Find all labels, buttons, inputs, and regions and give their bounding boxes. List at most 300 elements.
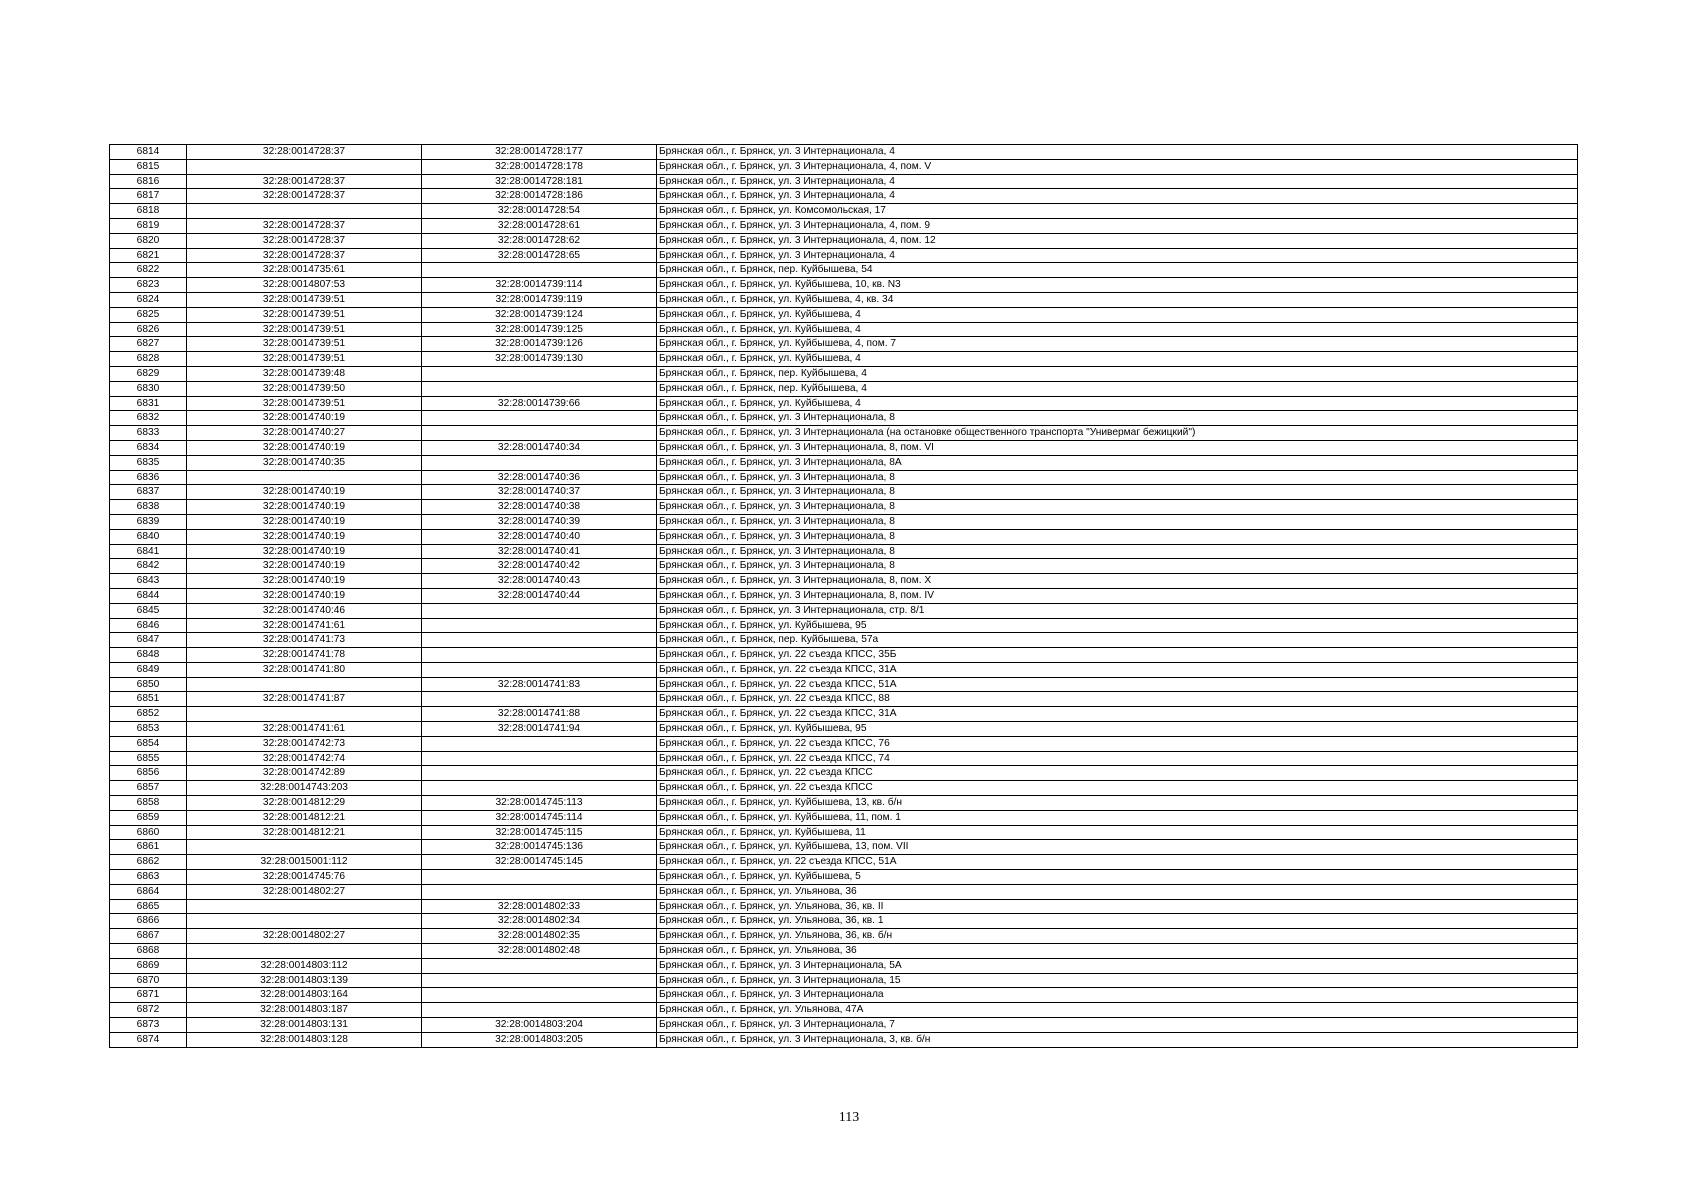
land-cadastral-number-cell: 32:28:0014740:19: [187, 411, 422, 426]
row-number-cell: 6859: [110, 810, 187, 825]
land-cadastral-number-cell: [187, 677, 422, 692]
address-cell: Брянская обл., г. Брянск, ул. 22 съезда КПСС, 35Б: [657, 648, 1578, 663]
table-row: [110, 174, 1578, 189]
object-cadastral-number-cell: 32:28:0014739:130: [422, 352, 657, 367]
table-row: [110, 722, 1578, 737]
registry-table: [109, 144, 1578, 1048]
row-number-cell: 6860: [110, 825, 187, 840]
table-row: [110, 574, 1578, 589]
address-cell: Брянская обл., г. Брянск, ул. 3 Интернационала, 8: [657, 529, 1578, 544]
address-cell: Брянская обл., г. Брянск, ул. 3 Интернационала, 3, кв. б/н: [657, 1032, 1578, 1047]
table-row: [110, 633, 1578, 648]
object-cadastral-number-cell: 32:28:0014728:186: [422, 189, 657, 204]
row-number-cell: 6826: [110, 322, 187, 337]
object-cadastral-number-cell: [422, 618, 657, 633]
row-number-cell: 6822: [110, 263, 187, 278]
object-cadastral-number-cell: 32:28:0014741:94: [422, 722, 657, 737]
row-number-cell: 6862: [110, 855, 187, 870]
address-cell: Брянская обл., г. Брянск, ул. 3 Интернационала, 8: [657, 485, 1578, 500]
object-cadastral-number-cell: 32:28:0014728:178: [422, 159, 657, 174]
land-cadastral-number-cell: 32:28:0014740:19: [187, 500, 422, 515]
row-number-cell: 6858: [110, 796, 187, 811]
object-cadastral-number-cell: [422, 426, 657, 441]
land-cadastral-number-cell: 32:28:0014728:37: [187, 189, 422, 204]
object-cadastral-number-cell: [422, 648, 657, 663]
object-cadastral-number-cell: 32:28:0014803:205: [422, 1032, 657, 1047]
address-cell: Брянская обл., г. Брянск, ул. Куйбышева, 4, пом. 7: [657, 337, 1578, 352]
row-number-cell: 6850: [110, 677, 187, 692]
address-cell: Брянская обл., г. Брянск, ул. 22 съезда КПСС, 51А: [657, 677, 1578, 692]
address-cell: Брянская обл., г. Брянск, пер. Куйбышева, 4: [657, 366, 1578, 381]
land-cadastral-number-cell: 32:28:0014728:37: [187, 174, 422, 189]
address-cell: Брянская обл., г. Брянск, ул. 22 съезда КПСС: [657, 781, 1578, 796]
object-cadastral-number-cell: [422, 988, 657, 1003]
table-row: [110, 603, 1578, 618]
table-row: [110, 677, 1578, 692]
address-cell: Брянская обл., г. Брянск, ул. 3 Интернационала, 4, пом. V: [657, 159, 1578, 174]
object-cadastral-number-cell: [422, 781, 657, 796]
table-row: [110, 692, 1578, 707]
table-row: [110, 929, 1578, 944]
row-number-cell: 6831: [110, 396, 187, 411]
address-cell: Брянская обл., г. Брянск, ул. 3 Интернационала, 8А: [657, 455, 1578, 470]
land-cadastral-number-cell: 32:28:0014807:53: [187, 278, 422, 293]
page-number: 113: [838, 1110, 860, 1125]
table-row: [110, 559, 1578, 574]
land-cadastral-number-cell: [187, 470, 422, 485]
land-cadastral-number-cell: [187, 944, 422, 959]
address-cell: Брянская обл., г. Брянск, ул. 3 Интернационала, 8: [657, 411, 1578, 426]
table-row: [110, 810, 1578, 825]
address-cell: Брянская обл., г. Брянск, ул. 22 съезда КПСС, 88: [657, 692, 1578, 707]
object-cadastral-number-cell: [422, 692, 657, 707]
object-cadastral-number-cell: 32:28:0014740:37: [422, 485, 657, 500]
land-cadastral-number-cell: 32:28:0014739:51: [187, 292, 422, 307]
object-cadastral-number-cell: 32:28:0014745:145: [422, 855, 657, 870]
row-number-cell: 6838: [110, 500, 187, 515]
row-number-cell: 6819: [110, 218, 187, 233]
row-number-cell: 6868: [110, 944, 187, 959]
land-cadastral-number-cell: 32:28:0014803:112: [187, 958, 422, 973]
address-cell: Брянская обл., г. Брянск, ул. 3 Интернационала, 8: [657, 544, 1578, 559]
table-row: [110, 292, 1578, 307]
table-row: [110, 899, 1578, 914]
land-cadastral-number-cell: 32:28:0014812:29: [187, 796, 422, 811]
object-cadastral-number-cell: [422, 958, 657, 973]
land-cadastral-number-cell: 32:28:0014739:48: [187, 366, 422, 381]
table-row: [110, 766, 1578, 781]
row-number-cell: 6829: [110, 366, 187, 381]
object-cadastral-number-cell: 32:28:0014728:61: [422, 218, 657, 233]
table-row: [110, 988, 1578, 1003]
table-row: [110, 485, 1578, 500]
land-cadastral-number-cell: 32:28:0014803:128: [187, 1032, 422, 1047]
table-row: [110, 426, 1578, 441]
row-number-cell: 6866: [110, 914, 187, 929]
address-cell: Брянская обл., г. Брянск, ул. Куйбышева, 95: [657, 722, 1578, 737]
table-row: [110, 233, 1578, 248]
land-cadastral-number-cell: 32:28:0014739:51: [187, 307, 422, 322]
object-cadastral-number-cell: [422, 751, 657, 766]
table-row: [110, 366, 1578, 381]
address-cell: Брянская обл., г. Брянск, ул. 3 Интернационала, 8: [657, 470, 1578, 485]
land-cadastral-number-cell: 32:28:0014741:61: [187, 618, 422, 633]
row-number-cell: 6853: [110, 722, 187, 737]
land-cadastral-number-cell: 32:28:0014741:73: [187, 633, 422, 648]
table-row: [110, 1003, 1578, 1018]
object-cadastral-number-cell: [422, 870, 657, 885]
object-cadastral-number-cell: 32:28:0014802:33: [422, 899, 657, 914]
table-row: [110, 544, 1578, 559]
object-cadastral-number-cell: 32:28:0014739:126: [422, 337, 657, 352]
land-cadastral-number-cell: 32:28:0014739:51: [187, 396, 422, 411]
row-number-cell: 6821: [110, 248, 187, 263]
row-number-cell: 6856: [110, 766, 187, 781]
land-cadastral-number-cell: [187, 707, 422, 722]
row-number-cell: 6851: [110, 692, 187, 707]
object-cadastral-number-cell: 32:28:0014740:36: [422, 470, 657, 485]
table-row: [110, 352, 1578, 367]
table-row: [110, 855, 1578, 870]
row-number-cell: 6818: [110, 204, 187, 219]
table-row: [110, 781, 1578, 796]
land-cadastral-number-cell: [187, 899, 422, 914]
object-cadastral-number-cell: [422, 455, 657, 470]
address-cell: Брянская обл., г. Брянск, ул. Куйбышева, 4, кв. 34: [657, 292, 1578, 307]
address-cell: Брянская обл., г. Брянск, ул. Ульянова, 36: [657, 944, 1578, 959]
row-number-cell: 6832: [110, 411, 187, 426]
table-row: [110, 825, 1578, 840]
address-cell: Брянская обл., г. Брянск, ул. 22 съезда КПСС, 74: [657, 751, 1578, 766]
land-cadastral-number-cell: 32:28:0014740:19: [187, 485, 422, 500]
row-number-cell: 6839: [110, 514, 187, 529]
table-row: [110, 307, 1578, 322]
land-cadastral-number-cell: 32:28:0014735:61: [187, 263, 422, 278]
address-cell: Брянская обл., г. Брянск, ул. Куйбышева, 4: [657, 307, 1578, 322]
land-cadastral-number-cell: 32:28:0014812:21: [187, 810, 422, 825]
object-cadastral-number-cell: [422, 736, 657, 751]
land-cadastral-number-cell: 32:28:0014803:187: [187, 1003, 422, 1018]
land-cadastral-number-cell: 32:28:0014812:21: [187, 825, 422, 840]
address-cell: Брянская обл., г. Брянск, ул. Ульянова, 36, кв. 1: [657, 914, 1578, 929]
object-cadastral-number-cell: 32:28:0014741:88: [422, 707, 657, 722]
land-cadastral-number-cell: 32:28:0014741:61: [187, 722, 422, 737]
row-number-cell: 6872: [110, 1003, 187, 1018]
table-row: [110, 322, 1578, 337]
object-cadastral-number-cell: [422, 973, 657, 988]
address-cell: Брянская обл., г. Брянск, ул. 3 Интернационала, 4: [657, 145, 1578, 160]
address-cell: Брянская обл., г. Брянск, ул. 3 Интернационала, 4, пом. 12: [657, 233, 1578, 248]
land-cadastral-number-cell: 32:28:0014740:19: [187, 574, 422, 589]
land-cadastral-number-cell: 32:28:0014739:51: [187, 337, 422, 352]
address-cell: Брянская обл., г. Брянск, ул. 3 Интернационала, 7: [657, 1018, 1578, 1033]
row-number-cell: 6852: [110, 707, 187, 722]
table-row: [110, 736, 1578, 751]
row-number-cell: 6816: [110, 174, 187, 189]
object-cadastral-number-cell: [422, 766, 657, 781]
row-number-cell: 6845: [110, 603, 187, 618]
object-cadastral-number-cell: 32:28:0014745:114: [422, 810, 657, 825]
table-row: [110, 662, 1578, 677]
address-cell: Брянская обл., г. Брянск, ул. Куйбышева, 5: [657, 870, 1578, 885]
object-cadastral-number-cell: 32:28:0014740:40: [422, 529, 657, 544]
address-cell: Брянская обл., г. Брянск, ул. 3 Интернационала, 8, пом. X: [657, 574, 1578, 589]
object-cadastral-number-cell: [422, 366, 657, 381]
land-cadastral-number-cell: 32:28:0014728:37: [187, 218, 422, 233]
row-number-cell: 6836: [110, 470, 187, 485]
table-row: [110, 884, 1578, 899]
land-cadastral-number-cell: 32:28:0014740:19: [187, 440, 422, 455]
land-cadastral-number-cell: 32:28:0014803:139: [187, 973, 422, 988]
object-cadastral-number-cell: 32:28:0014740:42: [422, 559, 657, 574]
row-number-cell: 6833: [110, 426, 187, 441]
land-cadastral-number-cell: 32:28:0015001:112: [187, 855, 422, 870]
row-number-cell: 6871: [110, 988, 187, 1003]
table-row: [110, 914, 1578, 929]
table-row: [110, 263, 1578, 278]
table-row: [110, 145, 1578, 160]
row-number-cell: 6848: [110, 648, 187, 663]
address-cell: Брянская обл., г. Брянск, ул. 3 Интернационала, 8: [657, 514, 1578, 529]
land-cadastral-number-cell: 32:28:0014740:27: [187, 426, 422, 441]
land-cadastral-number-cell: 32:28:0014742:73: [187, 736, 422, 751]
table-row: [110, 381, 1578, 396]
row-number-cell: 6837: [110, 485, 187, 500]
object-cadastral-number-cell: 32:28:0014745:136: [422, 840, 657, 855]
address-cell: Брянская обл., г. Брянск, ул. 3 Интернационала: [657, 988, 1578, 1003]
table-row: [110, 159, 1578, 174]
table-row: [110, 944, 1578, 959]
address-cell: Брянская обл., г. Брянск, ул. Куйбышева, 11: [657, 825, 1578, 840]
address-cell: Брянская обл., г. Брянск, ул. 3 Интернационала, 4: [657, 248, 1578, 263]
address-cell: Брянская обл., г. Брянск, ул. 3 Интернационала, стр. 8/1: [657, 603, 1578, 618]
land-cadastral-number-cell: 32:28:0014739:50: [187, 381, 422, 396]
table-row: [110, 1018, 1578, 1033]
table-row: [110, 648, 1578, 663]
table-row: [110, 248, 1578, 263]
table-row: [110, 707, 1578, 722]
address-cell: Брянская обл., г. Брянск, ул. Куйбышева, 10, кв. N3: [657, 278, 1578, 293]
address-cell: Брянская обл., г. Брянск, ул. 3 Интернационала, 8, пом. VI: [657, 440, 1578, 455]
object-cadastral-number-cell: 32:28:0014741:83: [422, 677, 657, 692]
land-cadastral-number-cell: 32:28:0014741:78: [187, 648, 422, 663]
row-number-cell: 6874: [110, 1032, 187, 1047]
row-number-cell: 6870: [110, 973, 187, 988]
land-cadastral-number-cell: 32:28:0014802:27: [187, 884, 422, 899]
table-row: [110, 218, 1578, 233]
address-cell: Брянская обл., г. Брянск, ул. Ульянова, 36: [657, 884, 1578, 899]
address-cell: Брянская обл., г. Брянск, ул. 3 Интернационала, 8: [657, 500, 1578, 515]
land-cadastral-number-cell: 32:28:0014728:37: [187, 145, 422, 160]
object-cadastral-number-cell: 32:28:0014728:54: [422, 204, 657, 219]
table-row: [110, 796, 1578, 811]
land-cadastral-number-cell: [187, 914, 422, 929]
object-cadastral-number-cell: 32:28:0014740:39: [422, 514, 657, 529]
address-cell: Брянская обл., г. Брянск, ул. 22 съезда КПСС, 51А: [657, 855, 1578, 870]
object-cadastral-number-cell: [422, 381, 657, 396]
table-row: [110, 618, 1578, 633]
land-cadastral-number-cell: 32:28:0014742:74: [187, 751, 422, 766]
row-number-cell: 6834: [110, 440, 187, 455]
object-cadastral-number-cell: 32:28:0014802:34: [422, 914, 657, 929]
table-row: [110, 514, 1578, 529]
row-number-cell: 6814: [110, 145, 187, 160]
table-row: [110, 529, 1578, 544]
registry-table-body: [110, 145, 1578, 1048]
table-row: [110, 337, 1578, 352]
address-cell: Брянская обл., г. Брянск, ул. Ульянова, 36, кв. б/н: [657, 929, 1578, 944]
table-row: [110, 973, 1578, 988]
table-row: [110, 455, 1578, 470]
object-cadastral-number-cell: [422, 263, 657, 278]
table-row: [110, 440, 1578, 455]
row-number-cell: 6843: [110, 574, 187, 589]
object-cadastral-number-cell: 32:28:0014739:66: [422, 396, 657, 411]
land-cadastral-number-cell: 32:28:0014740:19: [187, 514, 422, 529]
row-number-cell: 6840: [110, 529, 187, 544]
address-cell: Брянская обл., г. Брянск, пер. Куйбышева, 57а: [657, 633, 1578, 648]
address-cell: Брянская обл., г. Брянск, ул. 3 Интернационала, 15: [657, 973, 1578, 988]
address-cell: Брянская обл., г. Брянск, ул. 3 Интернационала, 4, пом. 9: [657, 218, 1578, 233]
land-cadastral-number-cell: 32:28:0014739:51: [187, 352, 422, 367]
address-cell: Брянская обл., г. Брянск, ул. 22 съезда КПСС, 31А: [657, 662, 1578, 677]
land-cadastral-number-cell: 32:28:0014743:203: [187, 781, 422, 796]
object-cadastral-number-cell: 32:28:0014728:177: [422, 145, 657, 160]
row-number-cell: 6857: [110, 781, 187, 796]
address-cell: Брянская обл., г. Брянск, ул. Куйбышева, 4: [657, 352, 1578, 367]
table-row: [110, 204, 1578, 219]
address-cell: Брянская обл., г. Брянск, ул. Ульянова, 36, кв. II: [657, 899, 1578, 914]
table-row: [110, 840, 1578, 855]
land-cadastral-number-cell: 32:28:0014803:131: [187, 1018, 422, 1033]
land-cadastral-number-cell: [187, 159, 422, 174]
object-cadastral-number-cell: 32:28:0014740:43: [422, 574, 657, 589]
row-number-cell: 6835: [110, 455, 187, 470]
object-cadastral-number-cell: [422, 633, 657, 648]
row-number-cell: 6861: [110, 840, 187, 855]
object-cadastral-number-cell: [422, 884, 657, 899]
land-cadastral-number-cell: [187, 204, 422, 219]
object-cadastral-number-cell: 32:28:0014740:38: [422, 500, 657, 515]
object-cadastral-number-cell: 32:28:0014739:124: [422, 307, 657, 322]
address-cell: Брянская обл., г. Брянск, ул. Куйбышева, 95: [657, 618, 1578, 633]
table-row: [110, 958, 1578, 973]
row-number-cell: 6841: [110, 544, 187, 559]
address-cell: Брянская обл., г. Брянск, ул. 3 Интернационала, 4: [657, 189, 1578, 204]
address-cell: Брянская обл., г. Брянск, ул. 3 Интернационала, 5А: [657, 958, 1578, 973]
table-row: [110, 1032, 1578, 1047]
table-row: [110, 870, 1578, 885]
row-number-cell: 6817: [110, 189, 187, 204]
row-number-cell: 6867: [110, 929, 187, 944]
object-cadastral-number-cell: [422, 1003, 657, 1018]
address-cell: Брянская обл., г. Брянск, ул. 3 Интернационала (на остановке общественного транспорта "Универмаг бежицкий"): [657, 426, 1578, 441]
object-cadastral-number-cell: 32:28:0014802:35: [422, 929, 657, 944]
land-cadastral-number-cell: 32:28:0014728:37: [187, 233, 422, 248]
object-cadastral-number-cell: 32:28:0014740:44: [422, 588, 657, 603]
row-number-cell: 6827: [110, 337, 187, 352]
table-row: [110, 500, 1578, 515]
object-cadastral-number-cell: 32:28:0014745:115: [422, 825, 657, 840]
table-row: [110, 278, 1578, 293]
object-cadastral-number-cell: 32:28:0014728:65: [422, 248, 657, 263]
row-number-cell: 6854: [110, 736, 187, 751]
land-cadastral-number-cell: [187, 840, 422, 855]
row-number-cell: 6847: [110, 633, 187, 648]
row-number-cell: 6815: [110, 159, 187, 174]
address-cell: Брянская обл., г. Брянск, ул. 3 Интернационала, 8, пом. IV: [657, 588, 1578, 603]
object-cadastral-number-cell: 32:28:0014739:119: [422, 292, 657, 307]
address-cell: Брянская обл., г. Брянск, ул. 3 Интернационала, 8: [657, 559, 1578, 574]
land-cadastral-number-cell: 32:28:0014740:19: [187, 559, 422, 574]
address-cell: Брянская обл., г. Брянск, ул. Куйбышева, 4: [657, 396, 1578, 411]
table-row: [110, 189, 1578, 204]
land-cadastral-number-cell: 32:28:0014741:87: [187, 692, 422, 707]
row-number-cell: 6865: [110, 899, 187, 914]
address-cell: Брянская обл., г. Брянск, ул. 22 съезда КПСС, 76: [657, 736, 1578, 751]
address-cell: Брянская обл., г. Брянск, ул. Куйбышева, 11, пом. 1: [657, 810, 1578, 825]
address-cell: Брянская обл., г. Брянск, ул. Куйбышева, 13, кв. б/н: [657, 796, 1578, 811]
land-cadastral-number-cell: 32:28:0014728:37: [187, 248, 422, 263]
address-cell: Брянская обл., г. Брянск, ул. 22 съезда КПСС, 31А: [657, 707, 1578, 722]
object-cadastral-number-cell: [422, 603, 657, 618]
address-cell: Брянская обл., г. Брянск, ул. Ульянова, 47А: [657, 1003, 1578, 1018]
object-cadastral-number-cell: 32:28:0014728:181: [422, 174, 657, 189]
row-number-cell: 6842: [110, 559, 187, 574]
row-number-cell: 6869: [110, 958, 187, 973]
table-row: [110, 411, 1578, 426]
table-row: [110, 470, 1578, 485]
object-cadastral-number-cell: 32:28:0014803:204: [422, 1018, 657, 1033]
row-number-cell: 6830: [110, 381, 187, 396]
land-cadastral-number-cell: 32:28:0014740:19: [187, 544, 422, 559]
row-number-cell: 6863: [110, 870, 187, 885]
row-number-cell: 6823: [110, 278, 187, 293]
row-number-cell: 6849: [110, 662, 187, 677]
table-row: [110, 751, 1578, 766]
row-number-cell: 6844: [110, 588, 187, 603]
land-cadastral-number-cell: 32:28:0014802:27: [187, 929, 422, 944]
address-cell: Брянская обл., г. Брянск, ул. Куйбышева, 4: [657, 322, 1578, 337]
object-cadastral-number-cell: 32:28:0014740:41: [422, 544, 657, 559]
land-cadastral-number-cell: 32:28:0014745:76: [187, 870, 422, 885]
row-number-cell: 6824: [110, 292, 187, 307]
address-cell: Брянская обл., г. Брянск, ул. 22 съезда КПСС: [657, 766, 1578, 781]
land-cadastral-number-cell: 32:28:0014803:164: [187, 988, 422, 1003]
address-cell: Брянская обл., г. Брянск, пер. Куйбышева, 4: [657, 381, 1578, 396]
row-number-cell: 6855: [110, 751, 187, 766]
row-number-cell: 6820: [110, 233, 187, 248]
land-cadastral-number-cell: 32:28:0014741:80: [187, 662, 422, 677]
object-cadastral-number-cell: 32:28:0014728:62: [422, 233, 657, 248]
address-cell: Брянская обл., г. Брянск, ул. 3 Интернационала, 4: [657, 174, 1578, 189]
row-number-cell: 6828: [110, 352, 187, 367]
land-cadastral-number-cell: 32:28:0014740:19: [187, 529, 422, 544]
row-number-cell: 6864: [110, 884, 187, 899]
object-cadastral-number-cell: 32:28:0014740:34: [422, 440, 657, 455]
row-number-cell: 6825: [110, 307, 187, 322]
land-cadastral-number-cell: 32:28:0014740:19: [187, 588, 422, 603]
land-cadastral-number-cell: 32:28:0014740:46: [187, 603, 422, 618]
row-number-cell: 6846: [110, 618, 187, 633]
land-cadastral-number-cell: 32:28:0014739:51: [187, 322, 422, 337]
land-cadastral-number-cell: 32:28:0014742:89: [187, 766, 422, 781]
object-cadastral-number-cell: [422, 411, 657, 426]
object-cadastral-number-cell: 32:28:0014739:125: [422, 322, 657, 337]
address-cell: Брянская обл., г. Брянск, ул. Комсомольская, 17: [657, 204, 1578, 219]
table-row: [110, 588, 1578, 603]
object-cadastral-number-cell: 32:28:0014739:114: [422, 278, 657, 293]
